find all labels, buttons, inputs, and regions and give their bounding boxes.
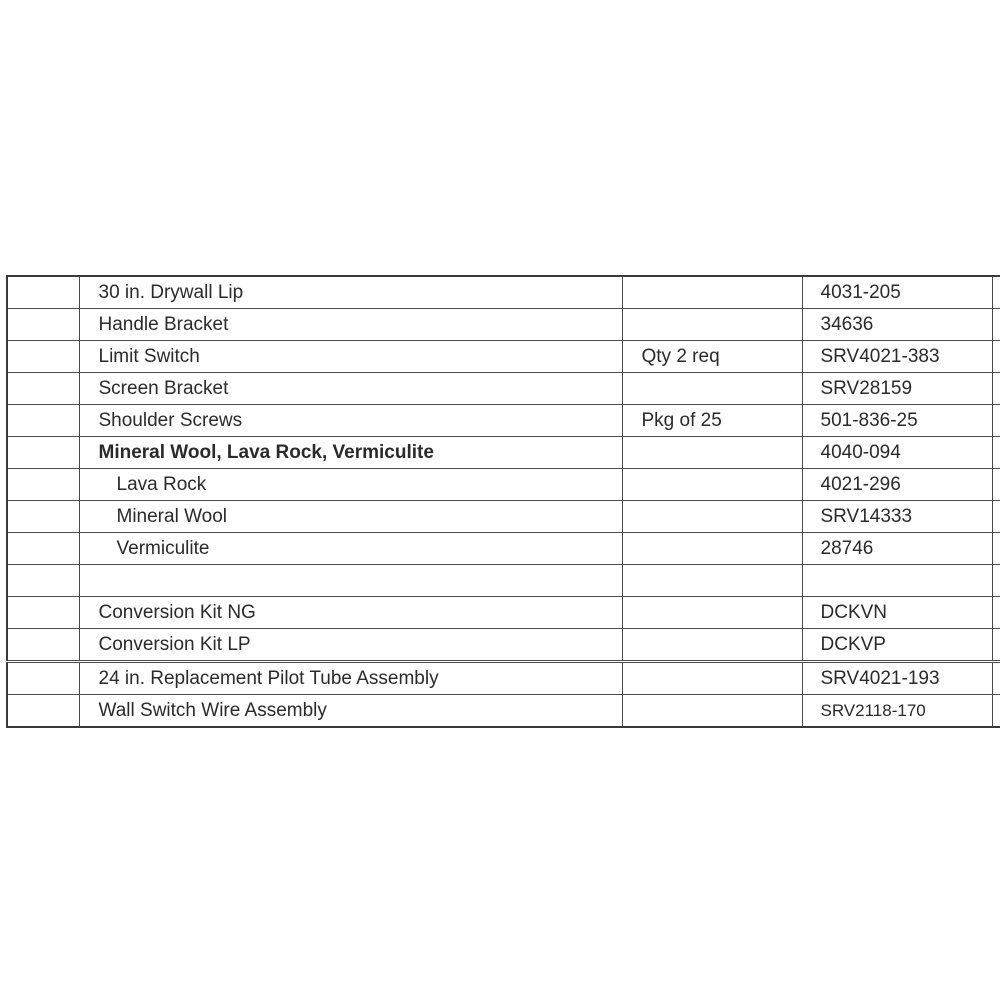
- note-cell: [622, 695, 802, 728]
- description-cell: [79, 565, 622, 597]
- item-cell: [7, 373, 79, 405]
- description-cell-subitem: Mineral Wool: [79, 501, 622, 533]
- description-cell: Limit Switch: [79, 341, 622, 373]
- note-cell: Pkg of 25: [622, 405, 802, 437]
- table-row: [7, 533, 1000, 565]
- note-cell: [622, 533, 802, 565]
- description-cell: Conversion Kit LP: [79, 629, 622, 662]
- extra-cell: [992, 565, 1000, 597]
- item-cell: [7, 276, 79, 309]
- table-row-empty: [7, 565, 1000, 597]
- extra-cell: [992, 341, 1000, 373]
- description-cell: 24 in. Replacement Pilot Tube Assembly: [79, 662, 622, 695]
- table-row: [7, 405, 1000, 437]
- extra-cell: [992, 469, 1000, 501]
- note-cell: [622, 373, 802, 405]
- table-row: [7, 629, 1000, 662]
- note-cell: [622, 309, 802, 341]
- part-number-cell: SRV4021-383: [802, 341, 992, 373]
- note-cell: [622, 565, 802, 597]
- description-cell: Screen Bracket: [79, 373, 622, 405]
- part-number-cell: SRV2118-170: [802, 695, 992, 728]
- item-cell: [7, 437, 79, 469]
- table-row: [7, 597, 1000, 629]
- description-cell: Wall Switch Wire Assembly: [79, 695, 622, 728]
- note-cell: [622, 629, 802, 662]
- note-cell: Qty 2 req: [622, 341, 802, 373]
- extra-cell: [992, 405, 1000, 437]
- part-number-cell: SRV14333: [802, 501, 992, 533]
- table-row: [7, 662, 1000, 695]
- item-cell: [7, 309, 79, 341]
- extra-cell: [992, 276, 1000, 309]
- item-cell: [7, 597, 79, 629]
- item-cell: [7, 405, 79, 437]
- note-cell: [622, 597, 802, 629]
- extra-cell: [992, 629, 1000, 662]
- part-number-cell: SRV4021-193: [802, 662, 992, 695]
- description-cell-group-heading: Mineral Wool, Lava Rock, Vermiculite: [79, 437, 622, 469]
- item-cell: [7, 341, 79, 373]
- table-row: [7, 373, 1000, 405]
- description-cell-subitem: Vermiculite: [79, 533, 622, 565]
- extra-cell: [992, 437, 1000, 469]
- extra-cell: [992, 501, 1000, 533]
- part-number-cell: SRV28159: [802, 373, 992, 405]
- part-number-cell: DCKVN: [802, 597, 992, 629]
- note-cell: [622, 501, 802, 533]
- extra-cell: [992, 695, 1000, 728]
- table-row: [7, 309, 1000, 341]
- parts-table: [6, 275, 1000, 728]
- table-row: [7, 695, 1000, 728]
- description-cell: Conversion Kit NG: [79, 597, 622, 629]
- item-cell: [7, 695, 79, 728]
- extra-cell: [992, 662, 1000, 695]
- description-cell-subitem: Lava Rock: [79, 469, 622, 501]
- extra-cell: [992, 533, 1000, 565]
- item-cell: [7, 565, 79, 597]
- part-number-cell: 4021-296: [802, 469, 992, 501]
- extra-cell: [992, 309, 1000, 341]
- table-row: [7, 437, 1000, 469]
- item-cell: [7, 662, 79, 695]
- part-number-cell: DCKVP: [802, 629, 992, 662]
- table-row: [7, 501, 1000, 533]
- part-number-cell: [802, 565, 992, 597]
- description-cell: Shoulder Screws: [79, 405, 622, 437]
- note-cell: [622, 276, 802, 309]
- table-row: [7, 469, 1000, 501]
- item-cell: [7, 501, 79, 533]
- item-cell: [7, 629, 79, 662]
- description-cell: 30 in. Drywall Lip: [79, 276, 622, 309]
- table-row: [7, 341, 1000, 373]
- part-number-cell: 4031-205: [802, 276, 992, 309]
- extra-cell: [992, 597, 1000, 629]
- part-number-cell: 34636: [802, 309, 992, 341]
- part-number-cell: 501-836-25: [802, 405, 992, 437]
- extra-cell: [992, 373, 1000, 405]
- description-cell: Handle Bracket: [79, 309, 622, 341]
- part-number-cell: 28746: [802, 533, 992, 565]
- note-cell: [622, 437, 802, 469]
- note-cell: [622, 469, 802, 501]
- item-cell: [7, 469, 79, 501]
- table-row: [7, 276, 1000, 309]
- item-cell: [7, 533, 79, 565]
- part-number-cell: 4040-094: [802, 437, 992, 469]
- note-cell: [622, 662, 802, 695]
